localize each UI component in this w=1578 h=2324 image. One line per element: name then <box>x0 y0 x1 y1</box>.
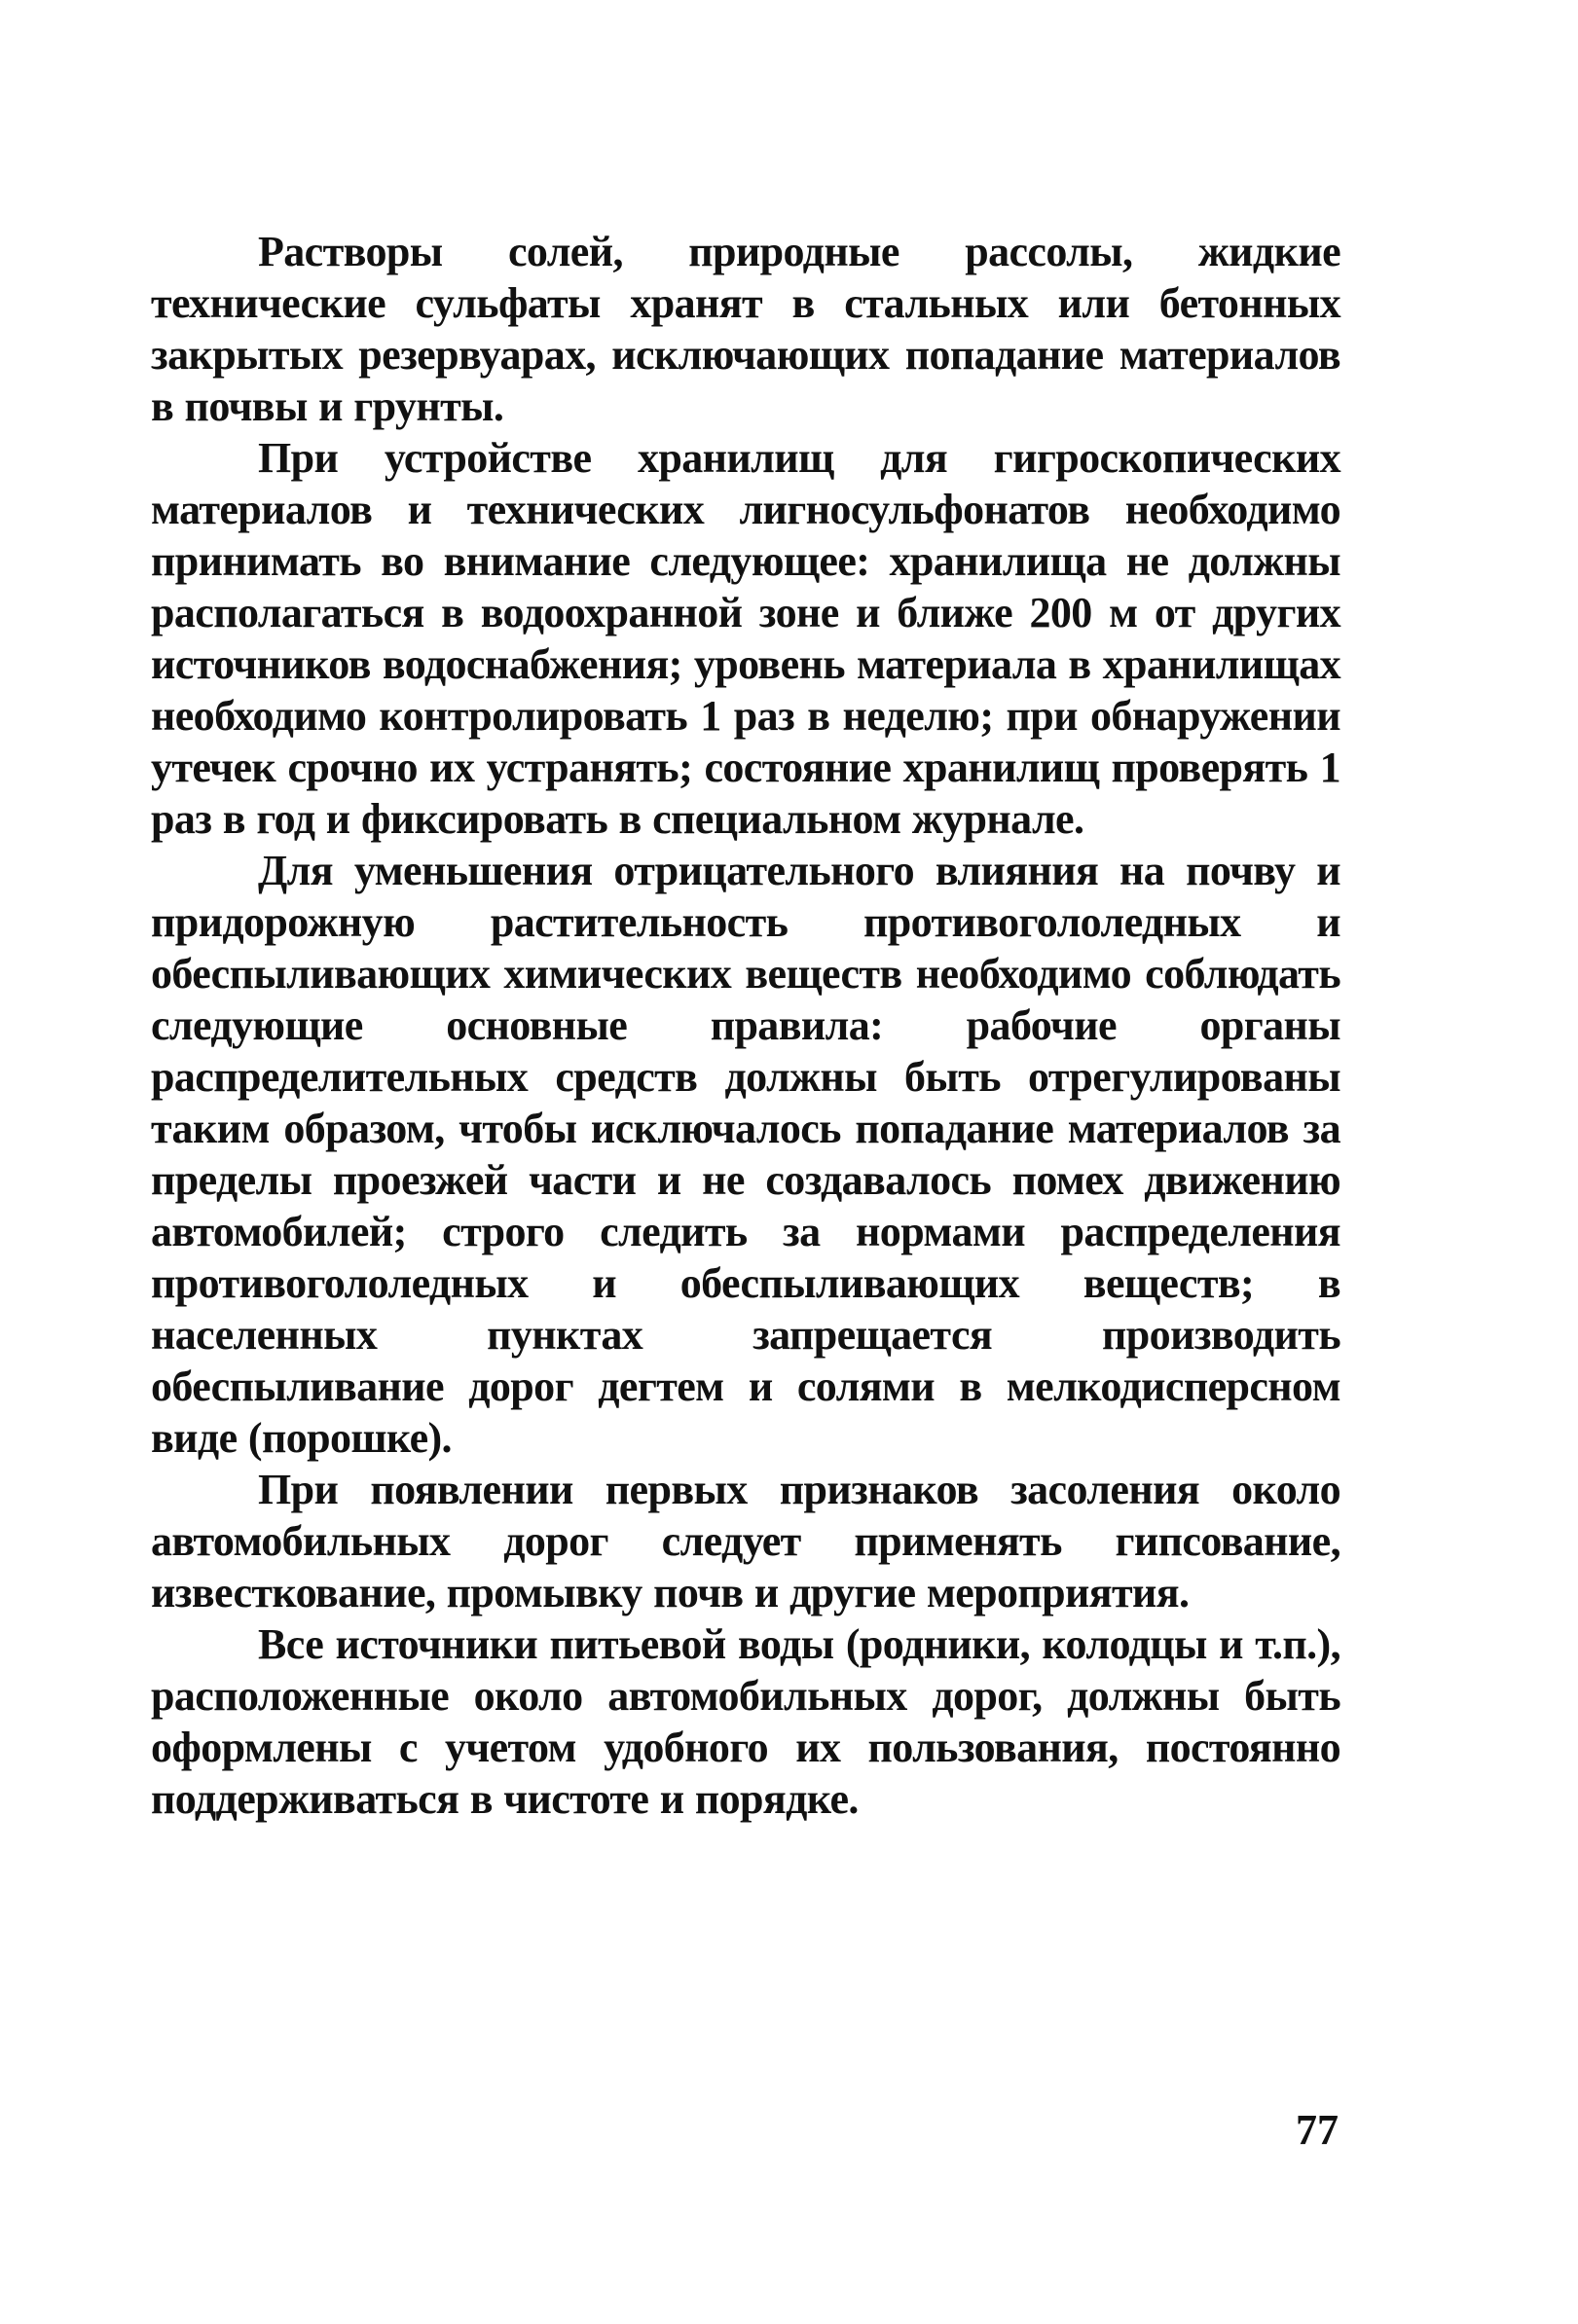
paragraph-drinking-water-sources: Все источники питьевой воды (родники, колодцы и т.п.), расположенные около автомобильных дорог, должны быть оформлены с учетом удобного их пользования, постоянно поддерживаться в чистоте и порядке. <box>151 1620 1340 1823</box>
paragraph-hygroscopic-storage: При устройстве хранилищ для гигроскопических материалов и технических лигносульфонатов необходимо принимать во внимание следующее: хранилища не должны располагаться в водоохранной зоне и ближе 200 м от других источников водоснабжения; уровень материала в хранилищах необходимо контролировать 1 раз в неделю; при обнаружении утечек срочно их устранять; состояние хранилищ проверять 1 раз в год и фиксировать в специальном журнале. <box>151 434 1340 843</box>
body-text <box>151 226 1340 1825</box>
paragraph-soil-salinization: При появлении первых признаков засоления около автомобильных дорог следует применять гипсование, известкование, промывку почв и другие мероприятия. <box>151 1466 1340 1616</box>
paragraph-deicing-rules: Для уменьшения отрицательного влияния на почву и придорожную растительность противогололедных и обеспыливающих химических веществ необходимо соблюдать следующие основные правила: рабочие органы распределительных средств должны быть отрегулированы таким образом, чтобы исключалось попадание материалов за пределы проезжей части и не создавалось помех движению автомобилей; строго следить за нормами распределения противогололедных и обеспыливающих веществ; в населенных пунктах запрещается производить обеспыливание дорог дегтем и солями в мелкодисперсном виде (порошке). <box>151 847 1340 1462</box>
page-number: 77 <box>1296 2106 1339 2154</box>
paragraph-salt-solutions-storage: Растворы солей, природные рассолы, жидкие технические сульфаты хранят в стальных или бетонных закрытых резервуарах, исключающих попадание материалов в почвы и грунты. <box>151 228 1340 430</box>
